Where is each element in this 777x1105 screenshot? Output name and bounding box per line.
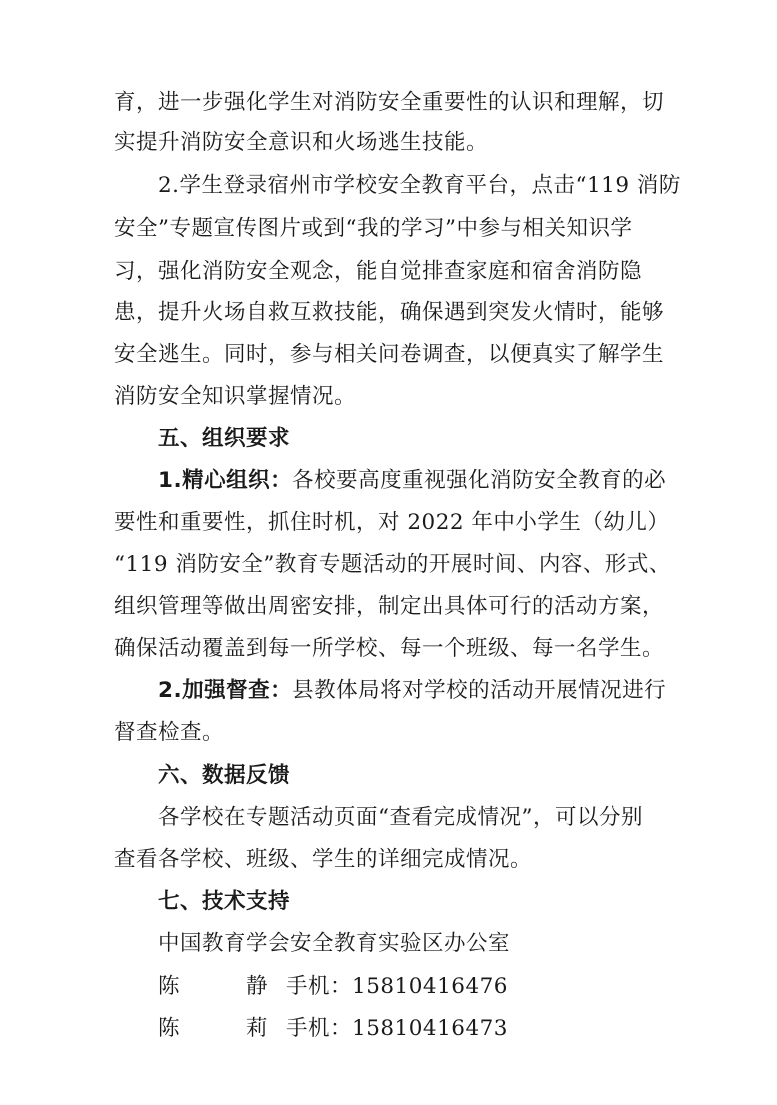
contact-name-last: 静	[246, 974, 268, 999]
paragraph-2-line-1: 2.学生登录宿州市学校安全教育平台，点击“119 消防	[158, 173, 681, 198]
contact-name-first: 陈	[158, 1016, 180, 1041]
section-6-line-2: 查看各学校、班级、学生的详细完成情况。	[114, 847, 533, 872]
section-5-item-1-line-3: “119 消防安全”教育专题活动的开展时间、内容、形式、	[114, 552, 671, 577]
section-5-item-2-label: 2.加强督查：	[158, 678, 293, 703]
section-5-item-2-line-2: 督查检查。	[114, 720, 225, 745]
section-5-item-1-line-1	[158, 466, 666, 496]
section-5-heading: 五、组织要求	[158, 426, 291, 451]
section-5-item-1-text: 各校要高度重视强化消防安全教育的必	[292, 468, 667, 493]
contact-name	[158, 1014, 286, 1044]
paragraph-2-line-3: 习，强化消防安全观念，能自觉排查家庭和宿舍消防隐	[114, 259, 643, 284]
section-6-line-1: 各学校在专题活动页面“查看完成情况”，可以分别	[158, 805, 643, 830]
contact-name	[158, 972, 286, 1002]
section-5-item-1-line-5: 确保活动覆盖到每一所学校、每一个班级、每一名学生。	[114, 636, 665, 661]
section-6-heading: 六、数据反馈	[158, 763, 291, 788]
paragraph-2-line-4: 患，提升火场自救互救技能，确保遇到突发火情时，能够	[114, 300, 665, 325]
contact-phone: 15810416473	[352, 1016, 508, 1041]
contact-phone-label: 手机：	[286, 1016, 353, 1041]
contact-phone: 15810416476	[352, 974, 508, 999]
paragraph-1-line-1: 育，进一步强化学生对消防安全重要性的认识和理解，切	[114, 90, 665, 115]
paragraph-2-line-5: 安全逃生。同时，参与相关问卷调查，以便真实了解学生	[114, 342, 665, 367]
contact-row	[158, 972, 508, 1002]
section-5-item-1-label: 1.精心组织：	[158, 468, 293, 493]
section-5-item-2-text: 县教体局将对学校的活动开展情况进行	[292, 678, 667, 703]
section-5-item-1-line-4: 组织管理等做出周密安排，制定出具体可行的活动方案，	[114, 594, 665, 619]
section-5-item-1-line-2: 要性和重要性，抓住时机，对 2022 年中小学生（幼儿）	[114, 510, 670, 535]
contact-name-first: 陈	[158, 974, 180, 999]
section-5-item-2-line-1	[158, 676, 666, 706]
paragraph-2-line-6: 消防安全知识掌握情况。	[114, 384, 357, 409]
contact-name-last: 莉	[246, 1016, 268, 1041]
section-7-org: 中国教育学会安全教育实验区办公室	[158, 931, 511, 956]
paragraph-1-line-2: 实提升消防安全意识和火场逃生技能。	[114, 130, 489, 155]
section-7-heading: 七、技术支持	[158, 889, 291, 914]
paragraph-2-line-2: 安全”专题宣传图片或到“我的学习”中参与相关知识学	[114, 216, 633, 241]
contact-phone-label: 手机：	[286, 974, 353, 999]
contact-row	[158, 1014, 508, 1044]
